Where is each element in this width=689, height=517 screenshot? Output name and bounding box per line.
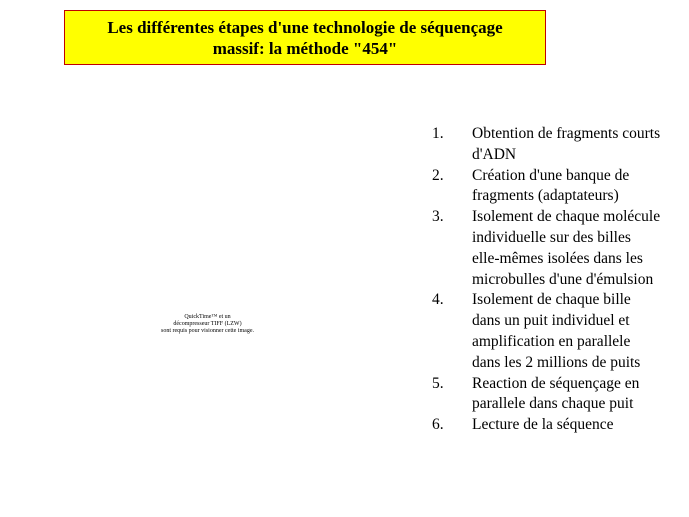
step-number: 5. [432, 374, 444, 392]
step-item [432, 374, 687, 416]
step-number: 1. [432, 125, 444, 142]
slide-title-box [64, 10, 546, 65]
step-number: 6. [432, 416, 444, 434]
step-text: Création d'une banque de fragments (adaptateurs) [472, 166, 630, 205]
step-item [432, 290, 687, 373]
step-text: Reaction de séquençage en parallele dans chaque puit [472, 374, 640, 413]
step-number: 3. [432, 208, 444, 226]
steps-list [432, 124, 687, 436]
step-item [432, 207, 687, 290]
quicktime-image-placeholder [130, 314, 285, 335]
placeholder-line: sont requis pour visionner cette image. [161, 328, 254, 334]
step-text: Obtention de fragments courts d'ADN [472, 125, 661, 163]
step-text: Isolement de chaque bille dans un puit individuel et amplification en parallele dans les 2 millions de puits [472, 291, 641, 371]
step-item [432, 124, 687, 166]
step-item [432, 166, 687, 208]
step-text: Isolement de chaque molécule individuelle sur des billes elle-mêmes isolées dans les microbulles d'une d'émulsion [472, 208, 661, 288]
placeholder-line: décompresseur TIFF (LZW) [173, 321, 242, 327]
step-number: 2. [432, 166, 444, 184]
placeholder-line: QuickTime™ et un [184, 314, 231, 320]
step-text: Lecture de la séquence [472, 416, 614, 434]
step-number: 4. [432, 291, 444, 309]
step-item [432, 415, 687, 436]
slide-title: Les différentes étapes d'une technologie de séquençage massif: la méthode "454" [107, 17, 503, 58]
